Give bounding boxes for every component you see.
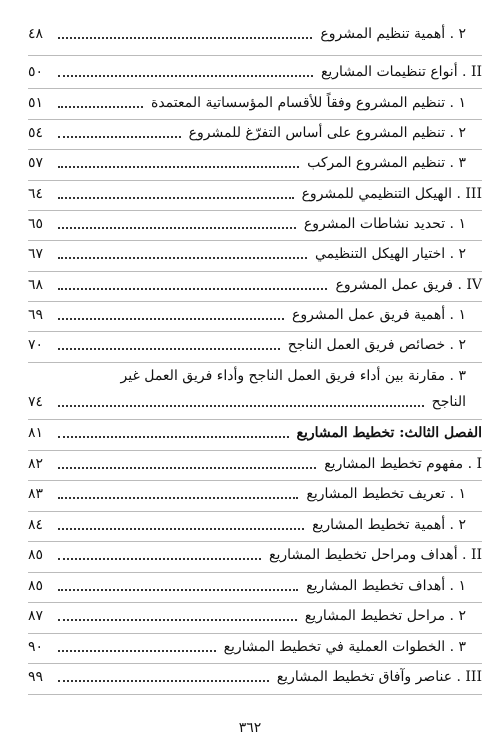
separator [28, 633, 482, 634]
toc-title: ٢ . مراحل تخطيط المشاريع [304, 608, 466, 624]
dot-leader [58, 336, 280, 350]
separator [28, 331, 482, 332]
separator [28, 362, 482, 363]
toc-title: ١ . أهداف تخطيط المشاريع [306, 578, 466, 594]
toc-page: ٦٨ [28, 277, 44, 293]
toc-title: ٢ . أهمية تخطيط المشاريع [312, 517, 466, 533]
toc-title: IV . فريق عمل المشروع [335, 277, 482, 293]
toc-title: الناجح [431, 394, 466, 410]
toc-entry [28, 182, 482, 206]
toc-page: ٦٥ [28, 216, 44, 232]
toc-entry [28, 60, 482, 84]
separator [28, 694, 482, 695]
toc-page: ٥٧ [28, 155, 44, 171]
toc-entry [28, 303, 466, 327]
dot-leader [58, 638, 216, 652]
dot-leader [58, 215, 296, 229]
separator [28, 271, 482, 272]
toc-entry [28, 452, 482, 476]
separator [28, 88, 482, 89]
toc-entry [28, 604, 466, 628]
separator [28, 55, 482, 56]
toc-entry [28, 543, 482, 567]
dot-leader [58, 124, 181, 138]
dot-leader [58, 393, 424, 407]
toc-page: ٦٤ [28, 186, 44, 202]
toc-entry [28, 665, 482, 689]
toc-title: ٢ . اختيار الهيكل التنظيمي [314, 246, 466, 262]
separator [28, 240, 482, 241]
dot-leader [58, 276, 327, 290]
toc-entry [28, 513, 466, 537]
separator [28, 480, 482, 481]
dot-leader [58, 424, 289, 438]
toc-title: II . أنواع تنظيمات المشاريع [320, 64, 482, 80]
toc-entry [28, 574, 466, 598]
toc-title: الفصل الثالث: تخطيط المشاريع [296, 425, 482, 441]
dot-leader [58, 154, 299, 168]
dot-leader [58, 577, 298, 591]
toc-page: ٧٤ [28, 394, 44, 410]
dot-leader [58, 63, 313, 77]
dot-leader [58, 516, 304, 530]
toc-title: I . مفهوم تخطيط المشاريع [324, 456, 482, 472]
toc-title: ٣ . تنظيم المشروع المركب [307, 155, 466, 171]
dot-leader [58, 94, 143, 108]
toc-entry [28, 22, 466, 46]
toc-title: ١ . أهمية فريق عمل المشروع [292, 307, 466, 323]
toc-page: ٥٤ [28, 125, 44, 141]
dot-leader [58, 546, 261, 560]
toc-title: III . عناصر وآفاق تخطيط المشاريع [276, 669, 482, 685]
toc-title: ٢ . تنظيم المشروع على أساس التفرّغ للمشروع [188, 125, 466, 141]
separator [28, 450, 482, 451]
separator [28, 511, 482, 512]
toc-page: ٨٥ [28, 578, 44, 594]
toc-entry [28, 242, 466, 266]
separator [28, 149, 482, 150]
separator [28, 210, 482, 211]
dot-leader [58, 455, 316, 469]
toc-page: ٤٨ [28, 26, 44, 42]
toc-title: ١ . تعريف تخطيط المشاريع [306, 486, 466, 502]
toc-page: ٨٢ [28, 456, 44, 472]
toc-title: ٢ . أهمية تنظيم المشروع [320, 26, 466, 42]
toc-chapter-entry [28, 421, 482, 445]
separator [28, 180, 482, 181]
separator [28, 602, 482, 603]
toc-title: ١ . تنظيم المشروع وفقاً للأقسام المؤسساتية المعتمدة [151, 95, 466, 111]
dot-leader [58, 25, 312, 39]
toc-page: ٨٥ [28, 547, 44, 563]
toc-page: ٨٧ [28, 608, 44, 624]
separator [28, 663, 482, 664]
toc-entry [28, 121, 466, 145]
toc-page: ٥٠ [28, 64, 44, 80]
toc-title: ٣ . الخطوات العملية في تخطيط المشاريع [223, 639, 466, 655]
dot-leader [58, 607, 297, 621]
toc-title: ٢ . خصائص فريق العمل الناجح [287, 337, 466, 353]
toc-entry [28, 390, 466, 414]
toc-title: II . أهداف ومراحل تخطيط المشاريع [269, 547, 482, 563]
toc-page: ٦٧ [28, 246, 44, 262]
toc-entry-line1: ٣ . مقارنة بين أداء فريق العمل الناجح وأداء فريق العمل غير [120, 368, 466, 384]
toc-entry [28, 482, 466, 506]
separator [28, 541, 482, 542]
toc-entry [28, 212, 466, 236]
toc-entry [28, 273, 482, 297]
dot-leader [58, 668, 269, 682]
page-number: ٣٦٢ [238, 720, 262, 736]
toc-page: ٩٠ [28, 639, 44, 655]
separator [28, 572, 482, 573]
toc-page: ٦٩ [28, 307, 44, 323]
toc-title: ١ . تحديد نشاطات المشروع [303, 216, 466, 232]
dot-leader [58, 485, 298, 499]
toc-entry [28, 635, 466, 659]
separator [28, 301, 482, 302]
toc-page: ٨١ [28, 425, 44, 441]
toc-page: ٧٠ [28, 337, 44, 353]
toc-page: ٨٤ [28, 517, 44, 533]
toc-entry [28, 333, 466, 357]
toc-title: III . الهيكل التنظيمي للمشروع [301, 186, 482, 202]
dot-leader [58, 185, 294, 199]
toc-page: ٥١ [28, 95, 44, 111]
toc-entry [28, 91, 466, 115]
toc-entry [28, 151, 466, 175]
dot-leader [58, 306, 284, 320]
toc-page: ٨٣ [28, 486, 44, 502]
separator [28, 419, 482, 420]
separator [28, 119, 482, 120]
toc-page: ٩٩ [28, 669, 44, 685]
dot-leader [58, 245, 307, 259]
